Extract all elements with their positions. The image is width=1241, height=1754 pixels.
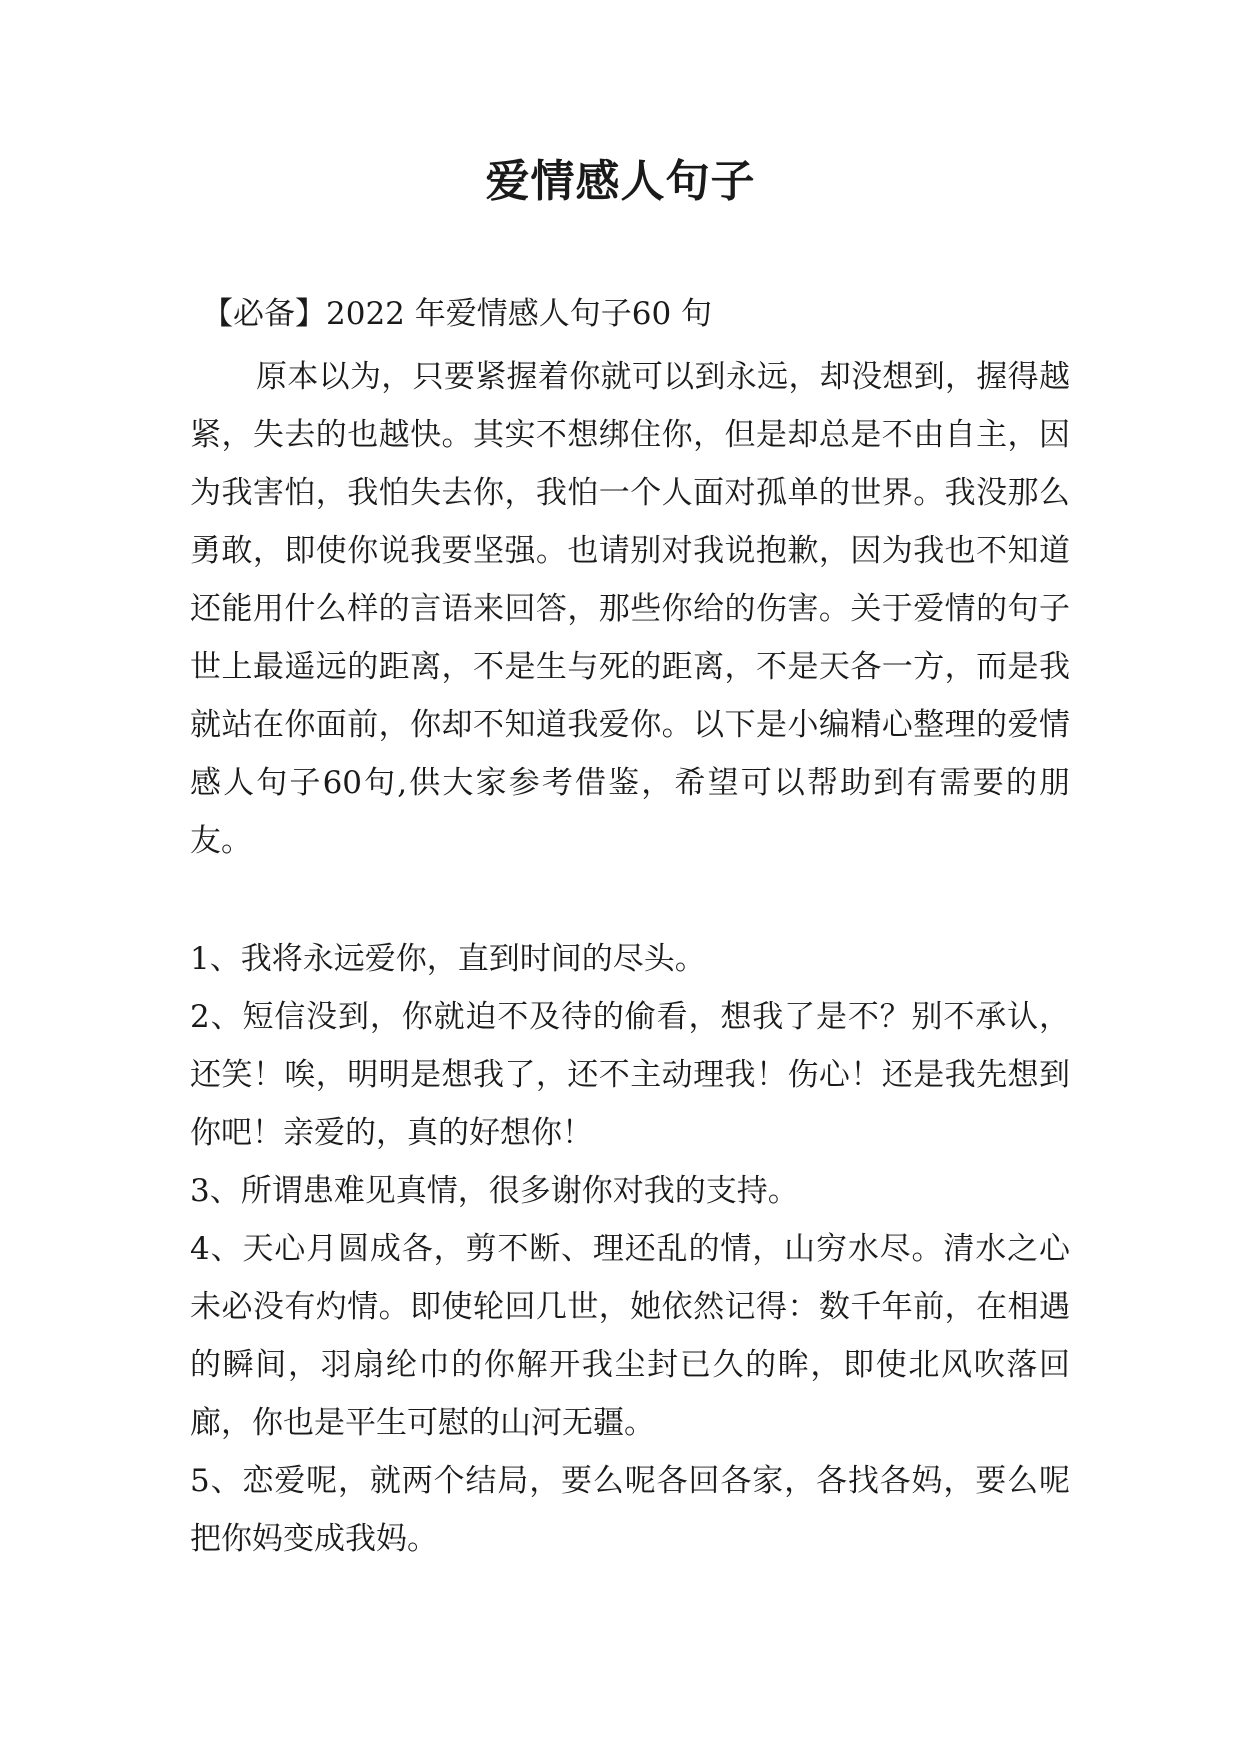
list-item: 3、所谓患难见真情，很多谢你对我的支持。 — [190, 1173, 799, 1209]
list-item: 5、恋爱呢，就两个结局，要么呢各回各家，各找各妈，要么呢把你妈变成我妈。 — [190, 1463, 1070, 1557]
intro-paragraph: 原本以为，只要紧握着你就可以到永远，却没想到，握得越紧，失去的也越快。其实不想绑住你，但是却总是不由自主，因为我害怕，我怕失去你，我怕一个人面对孤单的世界。我没那么勇敢，即使你说我要坚强。也请别对我说抱歉，因为我也不知道还能用什么样的言语来回答，那些你给的伤害。关于爱情的句子世上最遥远的距离，不是生与死的距离，不是天各一方，而是我就站在你面前，你却不知道我爱你。以下是小编精心整理的爱情感人句子60句,供大家参考借鉴，希望可以帮助到有需要的朋友。 — [190, 359, 1070, 859]
list-item: 2、短信没到，你就迫不及待的偷看，想我了是不？别不承认，还笑！唉，明明是想我了，还不主动理我！伤心！还是我先想到你吧！亲爱的，真的好想你！ — [190, 999, 1070, 1151]
page-title: 爱情感人句子 — [485, 156, 756, 207]
list-item: 4、天心月圆成各，剪不断、理还乱的情，山穷水尽。清水之心未必没有灼情。即使轮回几世，她依然记得：数千年前，在相遇的瞬间，羽扇纶巾的你解开我尘封已久的眸，即使北风吹落回廊，你也是平生可慰的山河无疆。 — [190, 1231, 1070, 1441]
sentence-list — [190, 930, 1070, 1568]
document-subtitle: 【必备】2022 年爱情感人句子60 句 — [202, 296, 713, 332]
list-item: 1、我将永远爱你，直到时间的尽头。 — [190, 941, 706, 977]
